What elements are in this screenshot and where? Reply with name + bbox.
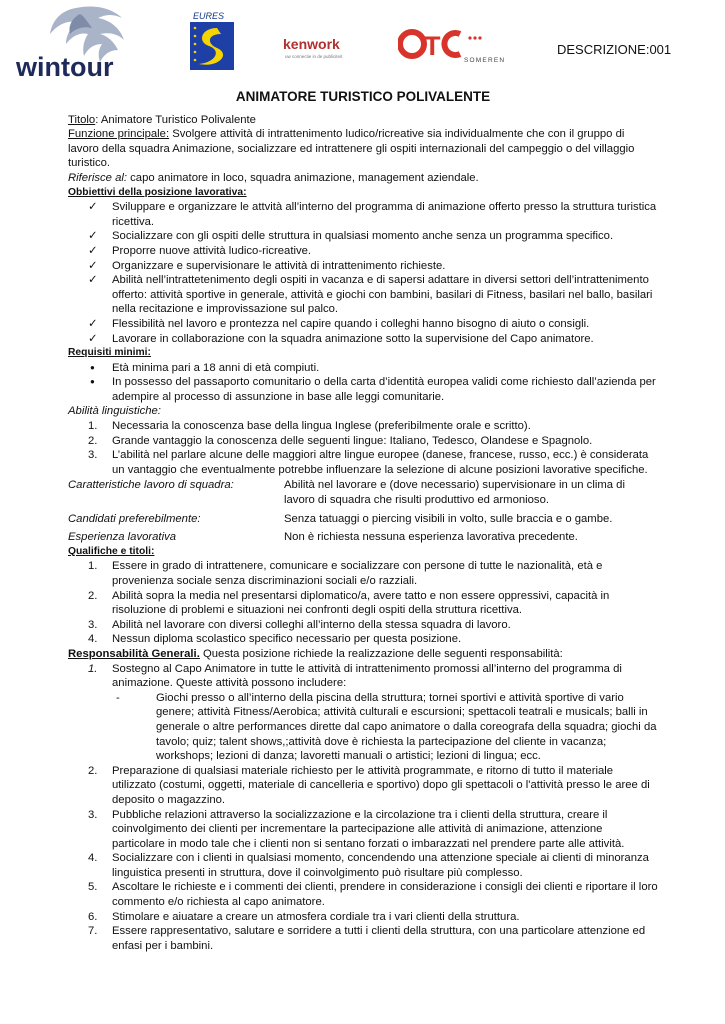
responsabilita-label: Responsabilità Generali. <box>68 647 200 660</box>
svg-text:wintour: wintour <box>16 52 114 82</box>
funzione-label: Funzione principale: <box>68 128 170 141</box>
sub-list <box>112 691 658 764</box>
list-item: ✓ Flessibilità nel lavoro e prontezza nel capire quando i colleghi hanno bisogno di aiuto o consigli. <box>88 317 590 330</box>
list-item: ● In possesso del passaporto comunitario o della carta d’identità europea validi come richiesto dall’azienda per adempire al processo di assunzione in base alle leggi comunitarie. <box>90 376 656 403</box>
list-item: ✓ Abilità nell’intrattetenimento degli ospiti in vacanza e di sapersi adattare in diversi settori dell’intrattenimento offerto: attività sportive in generale, attività e giochi con bambini, basilari di Fitness, basilari nel ballo, basilari nella recitazione e improvissazione sul palco. <box>88 274 653 316</box>
lion-icon <box>14 4 146 82</box>
bullet-icon: ● <box>90 362 95 372</box>
list-item: ✓ Sviluppare e organizzare le attvità all’interno del programma di animazione offerto presso la struttura turistica ricettiva. <box>88 201 657 228</box>
list-item: 1. Necessaria la conoscenza base della lingua Inglese (preferibilmente orale e scritto). <box>88 420 531 433</box>
qualifiche-heading: Qualifiche e titoli: <box>68 545 155 557</box>
obiettivi-heading: Obbiettivi della posizione lavorativa: <box>68 186 247 198</box>
profile-table <box>68 478 658 544</box>
list-item: 6. Stimolare e aiuatare a creare un atmosfera cordiale tra i vari clienti della struttura. <box>88 910 520 923</box>
list-item: 4. Socializzare con i clienti in qualsiasi momento, concendendo una attenzione speciale ai clienti di minoranza linguistica presenti in struttura, dove il coinvolgimento può risultare più complesso. <box>88 852 649 879</box>
riferisce-line <box>68 171 658 186</box>
list-item: 3. L’abilità nel parlare alcune delle maggiori altre lingue europee (danese, francese, russo, ecc.) è considerata un vantaggio che eventualmente potrebbe influenzare la selezione di alcune posizioni lavorative specifiche. <box>88 449 649 476</box>
list-item: ✓ Socializzare con gli ospiti delle struttura in qualsiasi momento anche senza un programma specifico. <box>88 230 614 243</box>
kenwork-logo <box>281 34 355 64</box>
list-item: 3. Pubbliche relazioni attraverso la socializzazione e la circolazione tra i clienti della struttura, creare il coinvolgimento dei clienti per incrementare la partecipazione alle attività di animazione, attenzione particolare in modo tale che i clienti non si sentano forzati o imbarazzati nel prendere parte alle attività. <box>88 808 625 850</box>
funzione-line <box>68 127 658 171</box>
list-item: 4. Nessun diploma scolastico specifico necessario per questa posizione. <box>88 633 462 646</box>
checkmark-icon: ✓ <box>88 332 98 345</box>
titolo-line <box>68 113 658 128</box>
riferisce-value: capo animatore in loco, squadra animazione, management aziendale. <box>127 171 479 184</box>
list-item: ✓ Proporre nuove attività ludico-ricreative. <box>88 244 312 257</box>
checkmark-icon: ✓ <box>88 244 98 257</box>
svg-text:uw connectie in de publiciteit: uw connectie in de publiciteit <box>285 54 343 59</box>
svg-text:kenwork: kenwork <box>283 36 340 52</box>
checkmark-icon: ✓ <box>88 201 98 214</box>
svg-text:SOMEREN: SOMEREN <box>464 57 506 64</box>
list-item: 3. Abilità nel lavorare con diversi colleghi all’interno della stessa squadra di lavoro. <box>88 618 511 631</box>
svg-text:EURES: EURES <box>193 11 225 21</box>
table-row: Esperienza lavorativa Non è richiesta nessuna esperienza lavorativa precedente. <box>68 531 578 544</box>
list-item: 2. Abilità sopra la media nel presentarsi diplomatico/a, avere tatto e non essere oppressivi, capacità in risoluzione di problemi e situazioni nei confronti degli ospiti della struttura ricettiva. <box>88 589 610 617</box>
list-item: 1. Essere in grado di intrattenere, comunicare e socializzare con persone di tutte le nazionalità, età e provenienza sociale senza discriminazioni sociali e/o razziali. <box>88 560 603 587</box>
obiettivi-list <box>68 200 658 346</box>
table-row: Candidati preferebilmente: Senza tatuaggi o piercing visibili in volto, sulle braccia e o gambe. <box>68 512 613 525</box>
eures-flag-icon <box>187 10 237 74</box>
otc-logo <box>398 26 510 66</box>
riferisce-label: Riferisce al: <box>68 171 128 184</box>
list-item: - Giochi presso o all’interno della piscina della struttura; tornei sportivi e attività sportive di vario genere; attività Fitness/Aerobica; attività culturali e escursioni; spettacoli teatrali e musicals; balli in generale o altre performances dirette dal capo animatore o dalla coreografa della squadra; giochi da tavolo; quiz; talent shows,;attività dove è richiesta la partecipazione del cliente in vacanza; workshops; lezioni di danza; lavoretti manuali o artistici; lezioni di lingua; ecc. <box>116 691 657 763</box>
list-item: 7. Essere rappresentativo, salutare e sorridere a tutti i clienti della struttura, con una particolare attenzione ed enfasi per i bambini. <box>88 925 646 952</box>
list-item: ● Età minima pari a 18 anni di età compiuti. <box>90 361 320 374</box>
list-item: 2. Preparazione di qualsiasi materiale richiesto per le attività programmate, e ritorno di tutto il materiale utilizzato (costumi, oggetti, materiale di cancelleria e sportivo) dopo gli spettacoli o l'attività presso le aree di deposito o magazzino. <box>88 764 650 806</box>
titolo-label: Titolo <box>68 113 96 126</box>
qualifiche-list <box>68 559 658 647</box>
table-row: Caratteristiche lavoro di squadra: Abilità nel lavorare e (dove necessario) supervisionare in un clima di lavoro di squadra che risulti produttivo ed armonioso. <box>68 479 625 507</box>
page-header <box>0 0 725 90</box>
document-title: ANIMATORE TURISTICO POLIVALENTE <box>235 89 491 104</box>
eures-logo <box>187 10 237 74</box>
titolo-value: : Animatore Turistico Polivalente <box>95 113 256 126</box>
list-item: 5. Ascoltare le richieste e i commenti dei clienti, prendere in considerazione i consigli dei clienti e riportare il loro commento e/o richiesta al capo animatore. <box>88 881 658 909</box>
list-item: ✓ Lavorare in collaborazione con la squadra animazione sotto la supervisione del Capo animatore. <box>88 332 594 345</box>
funzione-value: Svolgere attività di intrattenimento ludico/ricreative sia individualmente che con il gruppo di lavoro della squadra Animazione, socializzare ed intrattenere gli ospiti internazionali del campeggio o del villaggio turistico. <box>68 128 635 170</box>
svg-text:T: T <box>424 31 441 61</box>
responsabilita-list <box>68 662 658 954</box>
requisiti-list <box>68 361 658 405</box>
abilita-heading: Abilità linguistiche: <box>68 405 161 418</box>
list-item: ✓ Organizzare e supervisionare le attività di intrattenimento richieste. <box>88 259 446 272</box>
requisiti-heading: Requisiti minimi: <box>68 347 151 359</box>
checkmark-icon: ✓ <box>88 230 98 243</box>
checkmark-icon: ✓ <box>88 259 98 272</box>
description-code: DESCRIZIONE:001 <box>557 42 672 57</box>
checkmark-icon: ✓ <box>88 317 98 330</box>
abilita-list <box>68 419 658 477</box>
checkmark-icon: ✓ <box>88 274 98 287</box>
document-body <box>68 90 658 953</box>
list-item: 2. Grande vantaggio la conoscenza delle seguenti lingue: Italiano, Tedesco, Olandese e Spagnolo. <box>88 434 593 447</box>
wintour-logo <box>14 4 146 82</box>
list-item: 1. Sostegno al Capo Animatore in tutte le attività di intrattenimento promossi all’interno del programma di animazione. Queste attività possono includere: - Giochi presso o all’interno della piscina della struttura; tornei sportivi e attività sportive di vario genere; attività Fitness/Aerobica; attività culturali e escursioni; spettacoli teatrali e musicals; balli in generale o altre performances dirette dal capo animatore o dalla coreografa della squadra; giochi da tavolo; quiz; talent shows,;attività dove è richiesta la partecipazione del cliente in vacanza; workshops; lezioni di danza; lavoretti manuali o artistici; lezioni di lingua; ecc. <box>88 662 657 763</box>
bullet-icon: ● <box>90 377 95 387</box>
responsabilita-line: Responsabilità Generali. Questa posizione richiede la realizzazione delle seguenti responsabilità: <box>68 647 563 660</box>
